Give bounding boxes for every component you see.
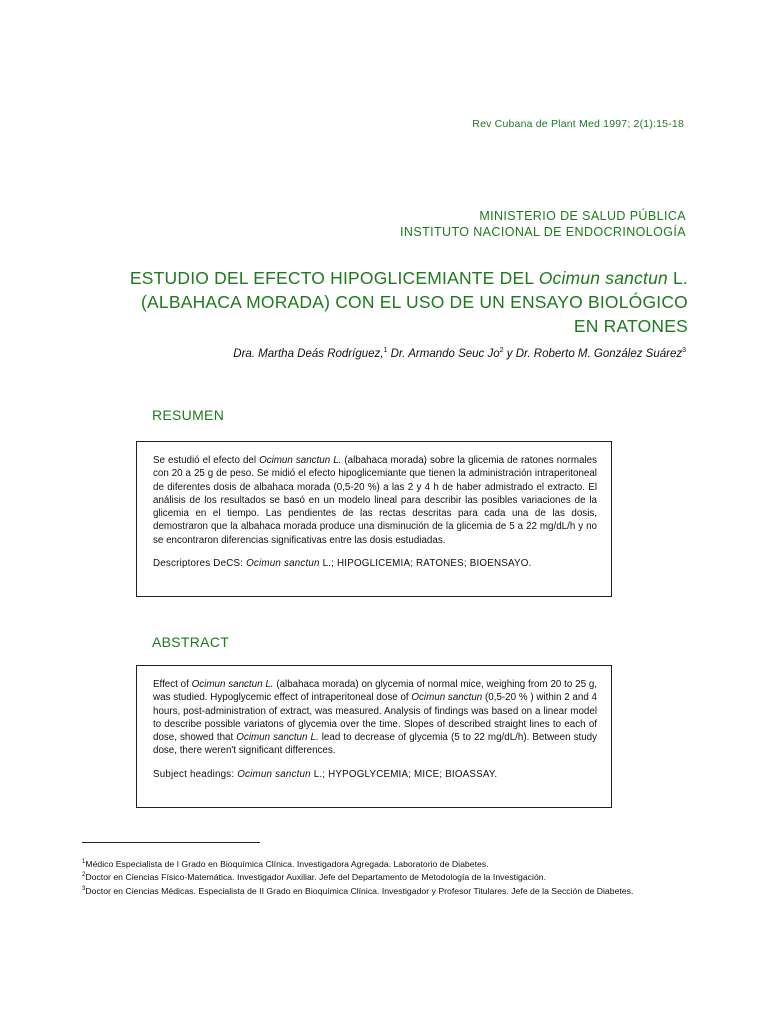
title-line3: EN RATONES xyxy=(573,316,688,336)
title-species: Ocimun sanctun xyxy=(538,268,668,288)
title-line2: (ALBAHACA MORADA) CON EL USO DE UN ENSAYO BIOLÓGICO xyxy=(141,292,688,312)
title-part2: L. xyxy=(667,268,688,288)
author-3-affiliation: 3 xyxy=(682,347,686,354)
abstract-text: Effect of Ocimun sanctun L. (albahaca morada) on glycemia of normal mice, weighing from 20 to 25 g, was studied. Hypoglycemic effect of intraperitoneal dose of Ocimun sanctun (0,5-20 % ) within 2 and 4 hours, post-administration of extract, was measured. Analysis of findings was based on a linear model to describe possible variatons of glycemia over the time. Slopes of described straight lines to each of dose, showed that Ocimun sanctun L. lead to decrease of glycemia (5 to 22 mg/dL/h). Between study dose, there weren't significant differences. xyxy=(153,679,597,757)
ministry-name: MINISTERIO DE SALUD PÚBLICA xyxy=(479,209,686,223)
author-list xyxy=(233,347,686,360)
author-1-affiliation: 1 xyxy=(383,347,388,354)
author-2-affiliation: 2 xyxy=(499,347,504,354)
footnote-2: $^2$Doctor en Ciencias Físico-Matemática. Investigador Auxiliar. Jefe del Departamento de Metodología de la Investigación. xyxy=(82,872,547,883)
institute-name: INSTITUTO NACIONAL DE ENDOCRINOLOGÍA xyxy=(400,225,686,239)
institution-header xyxy=(400,208,686,240)
footnote-1: $^1$Médico Especialista de I Grado en Bioquímica Clínica. Investigadora Agregada. Laboratorio de Diabetes. xyxy=(82,858,489,869)
resumen-text: Se estudió el efecto del Ocimun sanctun L. (albahaca morada) sobre la glicemia de ratones normales con 20 a 25 g de peso. Se midió el efecto hipoglicemiante que tienen la administración intraperitoneal de diferentes dosis de albahaca morada (0,5-20 %) a las 2 y 4 h de haber admistrado el extracto. El análisis de los resultados se basó en un modelo lineal para describir las posibles variaciones de la glicemia en el tiempo. Las pendientes de las rectas descritas para cada una de las dosis, demostraron que la albahaca morada produce una disminución de la glicemia de 5 a 22 mg/dL/h y no se encontraron diferencias significativas entre las dosis estudiadas. xyxy=(153,455,598,546)
resumen-box xyxy=(136,441,612,597)
footnotes xyxy=(82,857,682,897)
author-2: Dr. Armando Seuc Jo xyxy=(387,347,500,360)
footnote-3: $^3$Doctor en Ciencias Médicas. Especialista de II Grado en Bioquímica Clínica. Investigador y Profesor Titulares. Jefe de la Sección de Diabetes. xyxy=(82,885,634,896)
abstract-subject-headings: Subject headings: Ocimun sanctun L.; HYPOGLYCEMIA; MICE; BIOASSAY. xyxy=(153,768,498,780)
journal-reference: Rev Cubana de Plant Med 1997; 2(1):15-18 xyxy=(472,118,684,130)
abstract-box xyxy=(136,665,612,808)
article-title xyxy=(68,266,688,338)
title-part1: ESTUDIO DEL EFECTO HIPOGLICEMIANTE DEL xyxy=(129,268,539,288)
resumen-heading: RESUMEN xyxy=(152,407,225,423)
author-3: y Dr. Roberto M. González Suárez xyxy=(503,347,683,360)
resumen-descriptors: Descriptores DeCS: Ocimun sanctun L.; HIPOGLICEMIA; RATONES; BIOENSAYO. xyxy=(153,558,532,570)
abstract-heading: ABSTRACT xyxy=(152,634,230,650)
author-1: Dra. Martha Deás Rodríguez, xyxy=(233,347,384,360)
footnote-separator xyxy=(82,842,260,843)
